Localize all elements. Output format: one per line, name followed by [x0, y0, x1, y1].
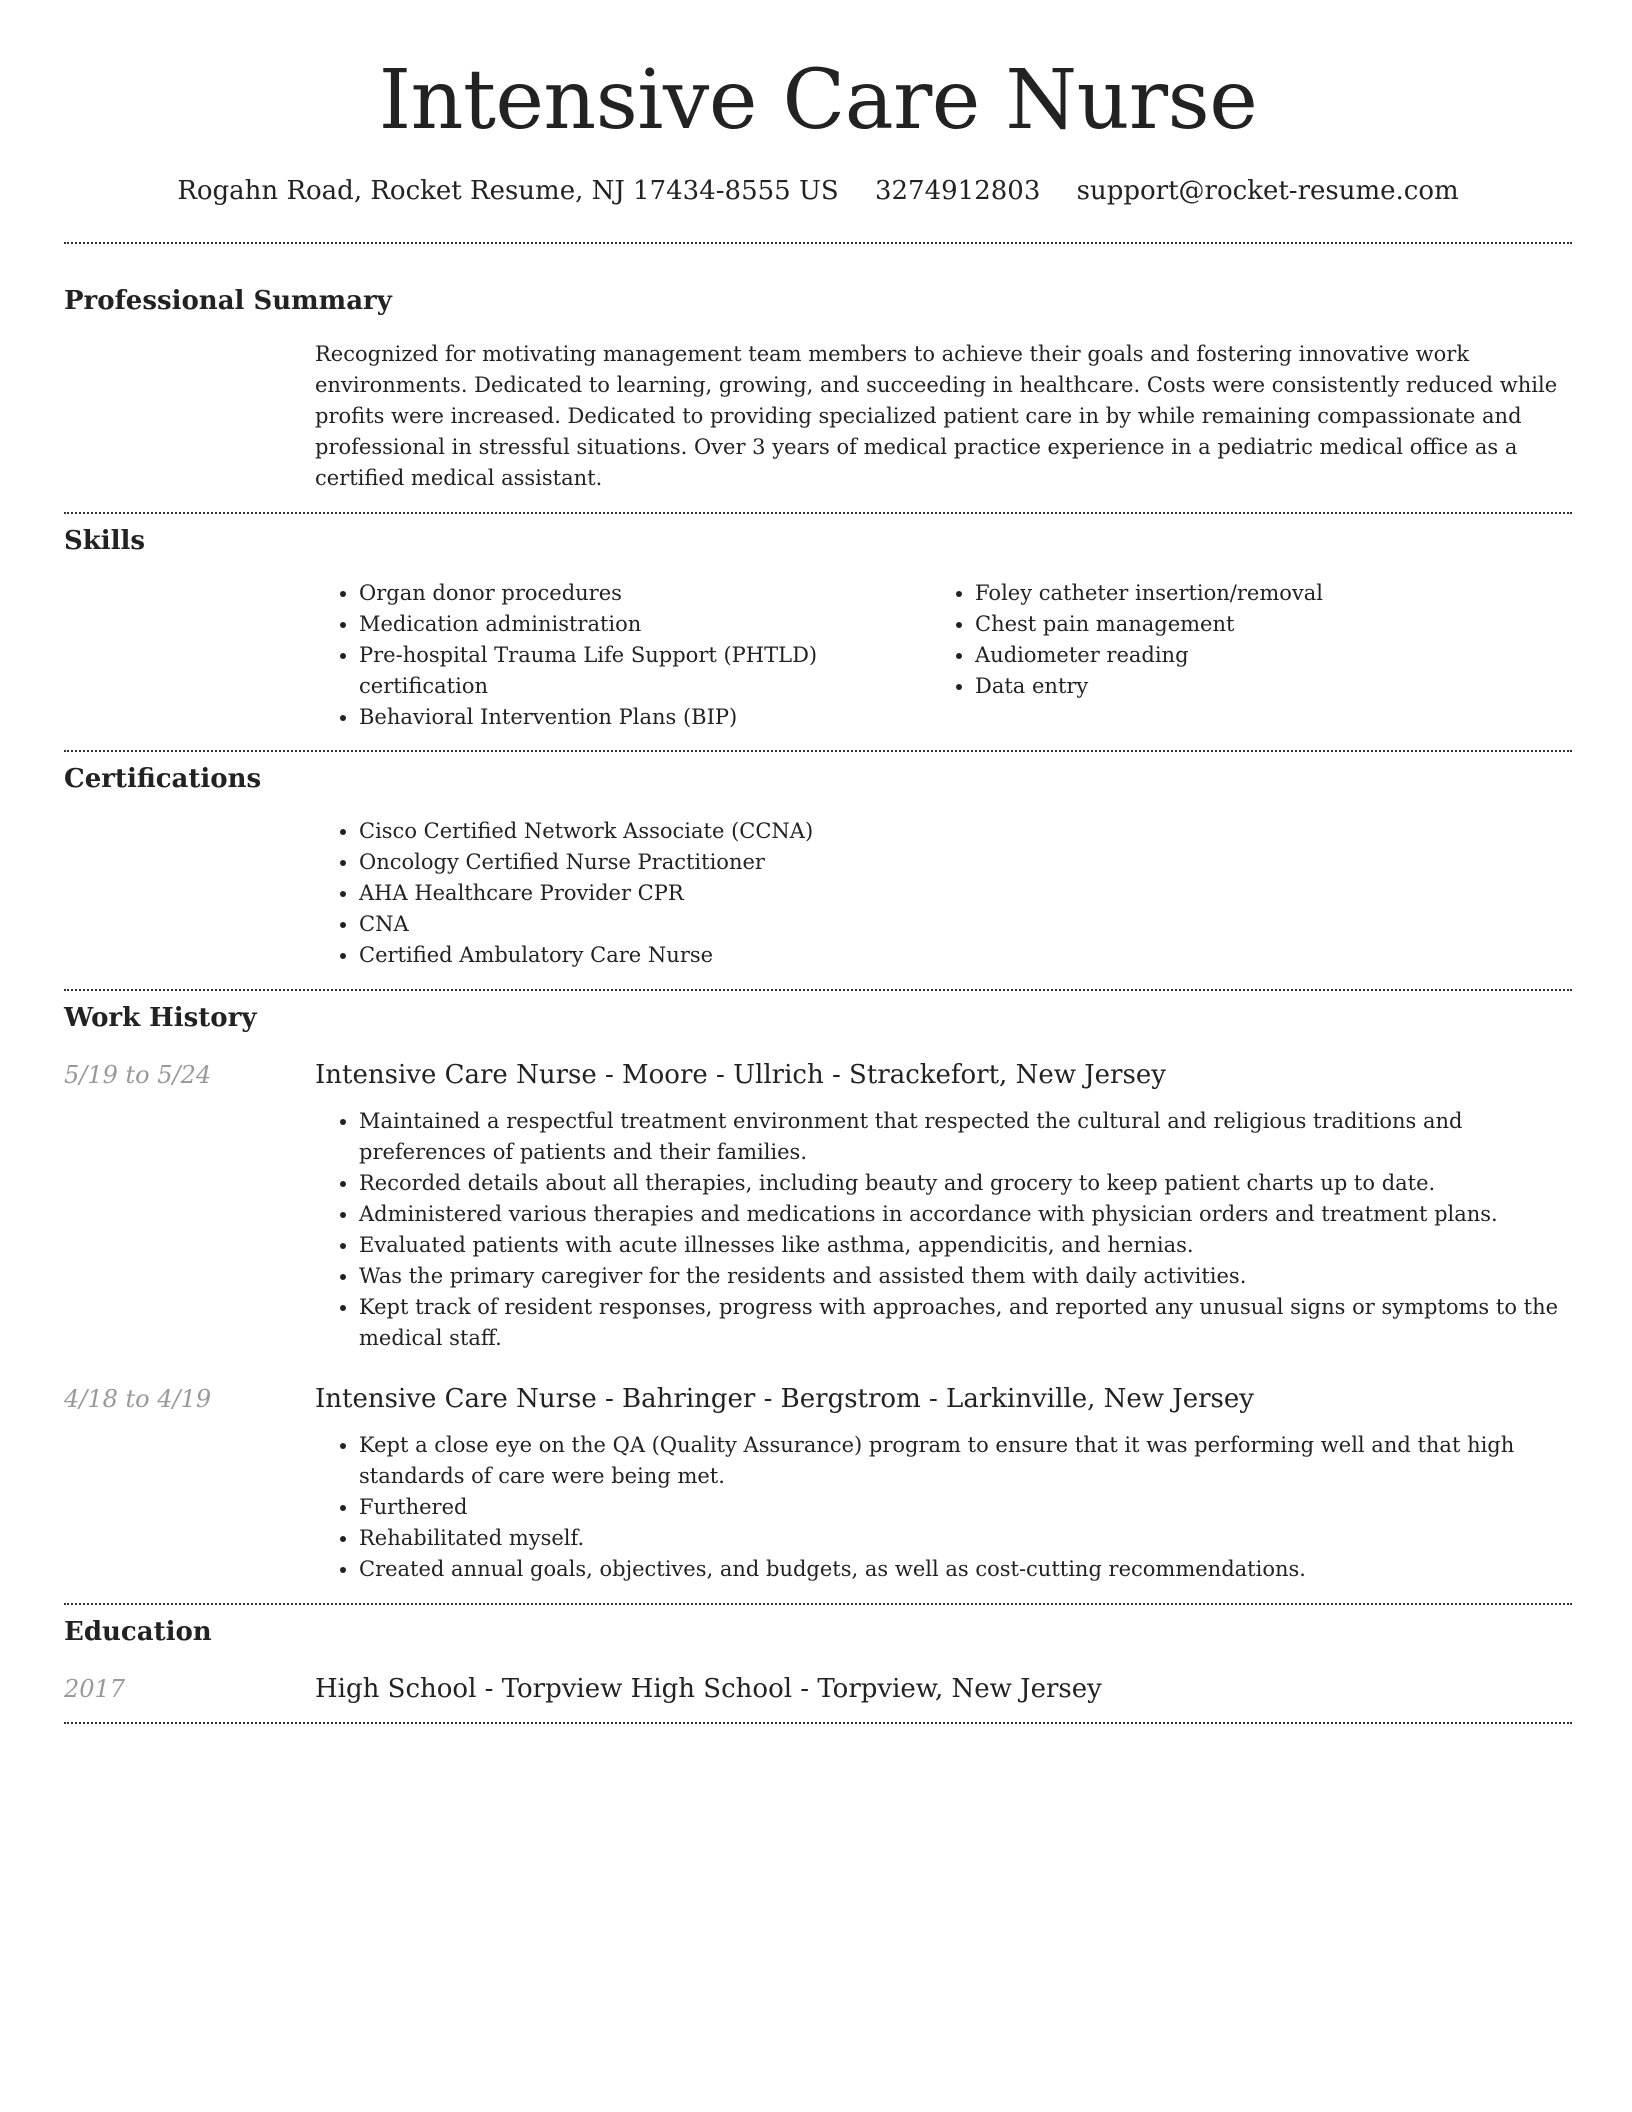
list-item: • Certified Ambulatory Care Nurse	[359, 940, 1572, 971]
list-item: • Pre-hospital Trauma Life Support (PHTLD) certification	[359, 640, 931, 702]
education-title: High School - Torpview High School - Torpview, New Jersey	[315, 1674, 1102, 1705]
list-item: • Chest pain management	[975, 609, 1323, 640]
job-title: Intensive Care Nurse - Bahringer - Bergstrom - Larkinville, New Jersey	[315, 1384, 1254, 1415]
resume-page	[64, 0, 1572, 1724]
list-item: • Maintained a respectful treatment environment that respected the cultural and religious traditions and preferences of patients and their families.	[359, 1106, 1572, 1168]
divider	[64, 1603, 1572, 1605]
contact-phone: 3274912803	[874, 176, 1041, 207]
contact-email: support@rocket-resume.com	[1076, 176, 1459, 207]
list-item: • Administered various therapies and medications in accordance with physician orders and treatment plans.	[359, 1199, 1572, 1230]
section-title-certifications: Certifications	[64, 763, 262, 794]
list-item: • Recorded details about all therapies, including beauty and grocery to keep patient charts up to date.	[359, 1168, 1572, 1199]
list-item: • Behavioral Intervention Plans (BIP)	[359, 702, 931, 733]
certifications-section	[315, 816, 1572, 971]
divider	[64, 1722, 1572, 1724]
list-item: • CNA	[359, 909, 1572, 940]
list-item: • Kept track of resident responses, progress with approaches, and reported any unusual signs or symptoms to the medical staff.	[359, 1292, 1572, 1354]
job-dates: 5/19 to 5/24	[64, 1061, 212, 1090]
section-title-summary: Professional Summary	[64, 286, 392, 317]
divider	[64, 989, 1572, 991]
divider	[64, 750, 1572, 752]
list-item: • Furthered	[359, 1492, 1572, 1523]
contact-address: Rogahn Road, Rocket Resume, NJ 17434-8555 US	[177, 176, 839, 207]
job-bullets	[315, 1430, 1572, 1585]
list-item: • Organ donor procedures	[359, 578, 931, 609]
list-item: • Evaluated patients with acute illnesses like asthma, appendicitis, and hernias.	[359, 1230, 1572, 1261]
job-dates: 4/18 to 4/19	[64, 1385, 212, 1414]
contact-line	[64, 176, 1572, 206]
list-item: • Kept a close eye on the QA (Quality Assurance) program to ensure that it was performing well and that high standards of care were being met.	[359, 1430, 1572, 1492]
candidate-name: Intensive Care Nurse	[378, 53, 1258, 148]
divider	[64, 242, 1572, 244]
list-item: • Oncology Certified Nurse Practitioner	[359, 847, 1572, 878]
list-item: • Foley catheter insertion/removal	[975, 578, 1323, 609]
list-item: • Medication administration	[359, 609, 931, 640]
list-item: • Data entry	[975, 671, 1323, 702]
section-title-education: Education	[64, 1617, 212, 1648]
education-year: 2017	[64, 1675, 126, 1704]
summary-section	[315, 339, 1572, 494]
list-item: • Cisco Certified Network Associate (CCNA)	[359, 816, 1572, 847]
certifications-list	[315, 816, 1572, 971]
job-entry	[64, 1060, 1572, 1090]
job-bullets	[315, 1106, 1572, 1354]
skills-section	[315, 578, 1572, 733]
list-item: • AHA Healthcare Provider CPR	[359, 878, 1572, 909]
skills-list-right	[931, 578, 1323, 733]
job-title: Intensive Care Nurse - Moore - Ullrich - Strackefort, New Jersey	[315, 1060, 1166, 1091]
list-item: • Created annual goals, objectives, and budgets, as well as cost-cutting recommendations.	[359, 1554, 1572, 1585]
job-entry	[64, 1384, 1572, 1414]
section-title-work-history: Work History	[64, 1002, 257, 1033]
skills-list-left	[315, 578, 931, 733]
list-item: • Audiometer reading	[975, 640, 1323, 671]
summary-text: Recognized for motivating management team members to achieve their goals and fostering innovative work environments. Dedicated to learning, growing, and succeeding in healthcare. Costs were consistently reduced while profits were increased. Dedicated to providing specialized patient care in by while remaining compassionate and professional in stressful situations. Over 3 years of medical practice experience in a pediatric medical office as a certified medical assistant.	[315, 341, 1558, 490]
section-title-skills: Skills	[64, 525, 146, 556]
education-entry	[64, 1674, 1572, 1704]
list-item: • Rehabilitated myself.	[359, 1523, 1572, 1554]
list-item: • Was the primary caregiver for the residents and assisted them with daily activities.	[359, 1261, 1572, 1292]
divider	[64, 512, 1572, 514]
